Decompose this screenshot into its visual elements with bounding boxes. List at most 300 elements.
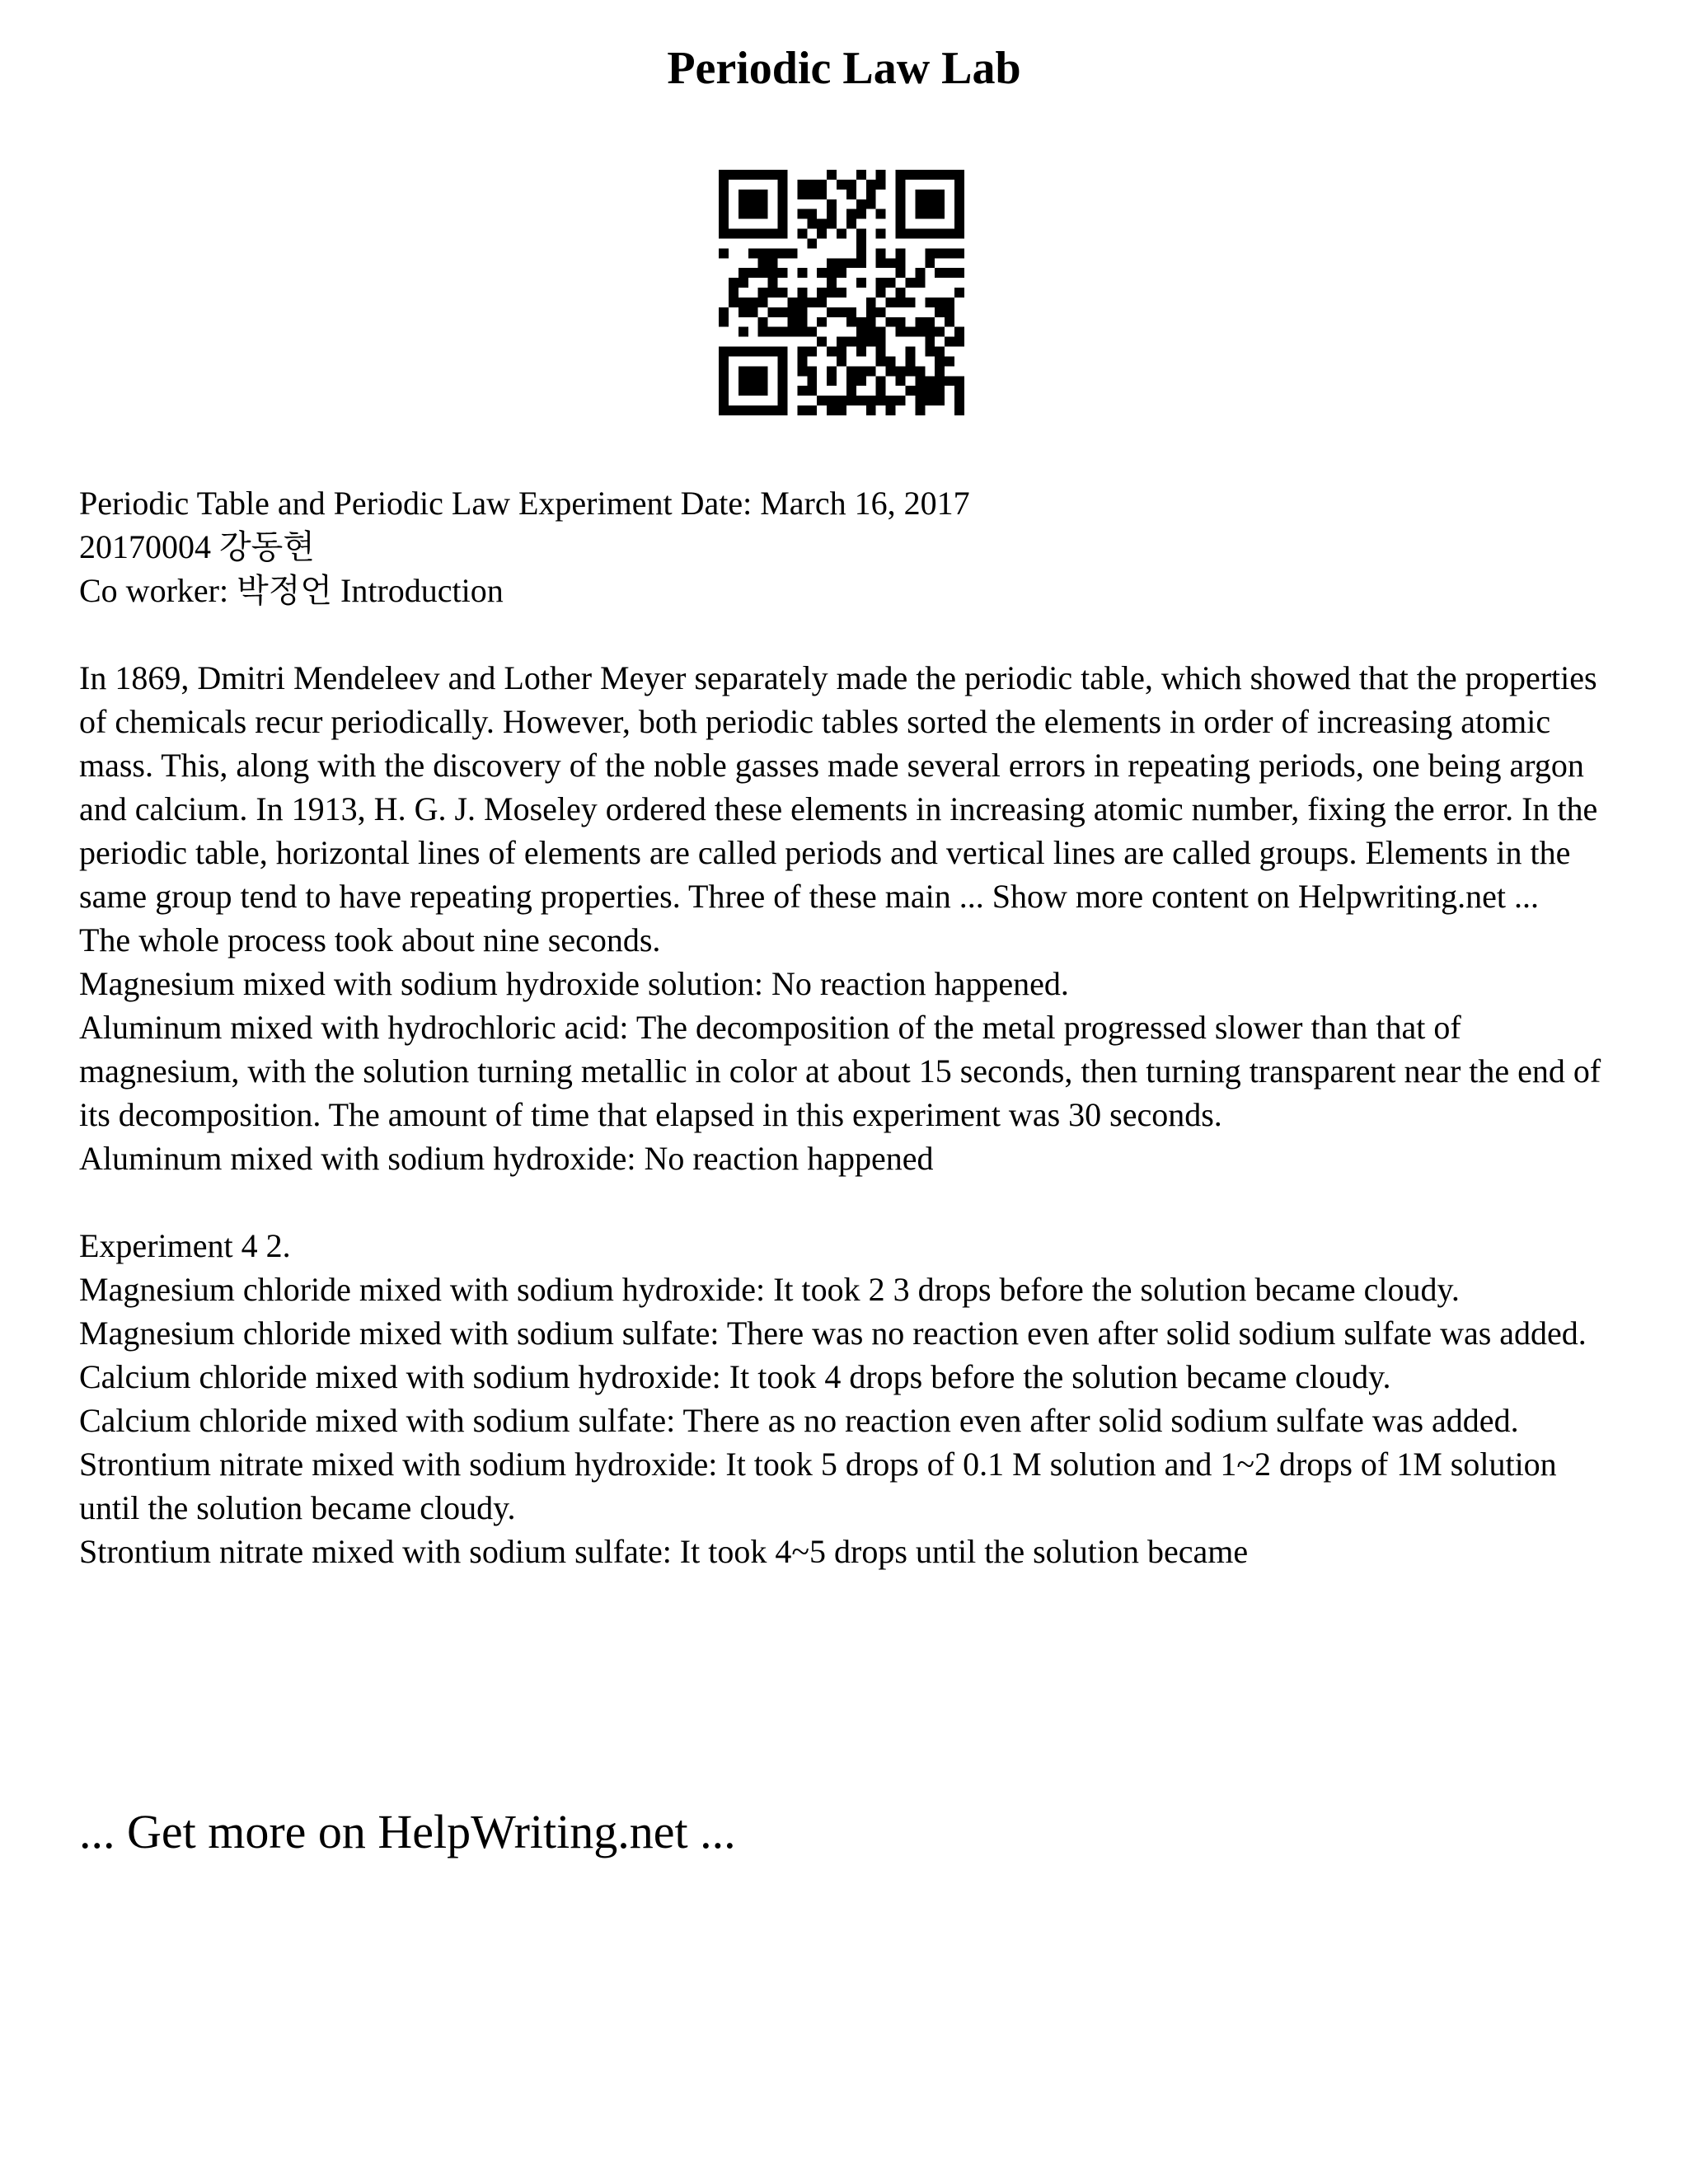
qr-module	[719, 356, 729, 366]
qr-module	[719, 366, 729, 376]
qr-module	[954, 209, 964, 219]
qr-module	[925, 396, 935, 405]
qr-module	[846, 190, 856, 199]
document-body	[79, 481, 1620, 1573]
qr-module	[729, 347, 738, 357]
qr-module	[925, 337, 935, 347]
qr-module	[748, 386, 758, 396]
qr-module	[758, 386, 768, 396]
qr-module	[719, 248, 729, 258]
qr-module	[807, 347, 817, 357]
qr-module	[856, 317, 866, 327]
qr-module	[827, 219, 837, 229]
qr-module	[876, 209, 886, 219]
qr-module	[768, 307, 778, 317]
qr-module	[945, 268, 954, 278]
qr-module	[915, 405, 925, 415]
qr-module	[719, 199, 729, 209]
qr-module	[896, 327, 906, 337]
qr-module	[866, 307, 876, 317]
qr-module	[807, 238, 817, 248]
qr-module	[778, 405, 788, 415]
qr-module	[827, 307, 837, 317]
qr-module	[778, 307, 788, 317]
qr-module	[817, 219, 827, 229]
qr-module	[807, 366, 817, 376]
qr-module	[778, 356, 788, 366]
qr-module	[935, 229, 945, 239]
qr-module	[846, 258, 856, 268]
qr-module	[778, 396, 788, 405]
qr-module	[738, 347, 748, 357]
qr-module	[807, 180, 817, 190]
qr-module	[797, 229, 807, 239]
qr-module	[925, 347, 935, 357]
qr-module	[935, 386, 945, 396]
observation-line: Magnesium mixed with sodium hydroxide solution: No reaction happened.	[79, 965, 1069, 1002]
qr-module	[896, 258, 906, 268]
qr-module	[915, 376, 925, 386]
qr-module	[935, 396, 945, 405]
qr-module	[876, 337, 886, 347]
qr-module	[866, 405, 876, 415]
qr-module	[896, 248, 906, 258]
qr-module	[846, 307, 856, 317]
qr-module	[797, 307, 807, 317]
qr-module	[925, 327, 935, 337]
qr-module	[935, 366, 945, 376]
qr-module	[758, 298, 768, 307]
qr-module	[954, 268, 964, 278]
qr-module	[915, 278, 925, 288]
qr-module	[758, 190, 768, 199]
qr-module	[738, 190, 748, 199]
qr-module	[758, 405, 768, 415]
qr-module	[866, 327, 876, 337]
qr-module	[945, 229, 954, 239]
qr-module	[886, 258, 896, 268]
qr-module	[738, 199, 748, 209]
qr-module	[778, 327, 788, 337]
qr-module	[797, 298, 807, 307]
qr-module	[866, 180, 876, 190]
qr-module	[778, 347, 788, 357]
qr-module	[876, 278, 886, 288]
qr-module	[886, 396, 896, 405]
qr-module	[945, 337, 954, 347]
qr-module	[856, 366, 866, 376]
qr-module	[797, 190, 807, 199]
qr-module	[827, 268, 837, 278]
qr-module	[748, 405, 758, 415]
qr-module	[787, 298, 797, 307]
qr-module	[856, 199, 866, 209]
qr-module	[837, 356, 846, 366]
qr-module	[748, 199, 758, 209]
qr-module	[807, 376, 817, 386]
qr-module	[876, 356, 886, 366]
qr-module	[778, 199, 788, 209]
qr-module	[778, 180, 788, 190]
qr-module	[738, 327, 748, 337]
qr-code-icon[interactable]	[719, 170, 964, 415]
qr-module	[945, 248, 954, 258]
qr-module	[748, 347, 758, 357]
qr-module	[935, 307, 945, 317]
qr-module	[778, 229, 788, 239]
qr-module	[905, 229, 915, 239]
qr-module	[797, 356, 807, 366]
qr-module	[905, 298, 915, 307]
qr-module	[817, 288, 827, 298]
qr-module	[876, 347, 886, 357]
qr-module	[856, 396, 866, 405]
qr-module	[758, 376, 768, 386]
qr-module	[748, 366, 758, 376]
qr-module	[719, 347, 729, 357]
qr-module	[954, 288, 964, 298]
observation-line: Aluminum mixed with hydrochloric acid: The decomposition of the metal progressed slower than that of magnesium, with the solution turning metallic in color at about 15 seconds, then turning transparent near the end of its decomposition. The amount of time that elapsed in this experiment was 30 seconds.	[79, 1009, 1610, 1133]
header-coworker-line: Co worker: 박정언 Introduction	[79, 572, 504, 609]
qr-module	[807, 190, 817, 199]
qr-module	[915, 268, 925, 278]
qr-module	[738, 386, 748, 396]
qr-module	[925, 386, 935, 396]
qr-module	[729, 170, 738, 180]
qr-module	[719, 180, 729, 190]
qr-module	[738, 170, 748, 180]
qr-module	[925, 170, 935, 180]
qr-module	[856, 170, 866, 180]
qr-module	[945, 376, 954, 386]
qr-module	[896, 209, 906, 219]
qr-module	[905, 366, 915, 376]
qr-module	[778, 190, 788, 199]
qr-module	[954, 376, 964, 386]
qr-module	[935, 298, 945, 307]
qr-module	[797, 386, 807, 396]
qr-module	[866, 337, 876, 347]
qr-module	[876, 288, 886, 298]
qr-module	[856, 278, 866, 288]
qr-module	[846, 180, 856, 190]
qr-module	[954, 248, 964, 258]
qr-module	[896, 229, 906, 239]
qr-module	[896, 288, 906, 298]
qr-module	[876, 307, 886, 317]
page-title: Periodic Law Lab	[667, 43, 1021, 94]
qr-module	[768, 258, 778, 268]
qr-module	[856, 229, 866, 239]
experiment-result-line: Calcium chloride mixed with sodium hydroxide: It took 4 drops before the solution became cloudy.	[79, 1358, 1391, 1395]
qr-module	[817, 268, 827, 278]
qr-module	[935, 268, 945, 278]
qr-module	[748, 376, 758, 386]
qr-module	[925, 298, 935, 307]
qr-module	[827, 278, 837, 288]
qr-module	[915, 327, 925, 337]
qr-module	[856, 376, 866, 386]
qr-module	[817, 317, 827, 327]
qr-module	[886, 405, 896, 415]
qr-module	[778, 170, 788, 180]
qr-module	[758, 258, 768, 268]
qr-module	[738, 366, 748, 376]
qr-module	[856, 238, 866, 248]
qr-module	[778, 376, 788, 386]
qr-module	[925, 317, 935, 327]
qr-module	[797, 347, 807, 357]
qr-code-graphic	[719, 170, 964, 415]
qr-module	[954, 229, 964, 239]
qr-module	[768, 347, 778, 357]
qr-module	[935, 347, 945, 357]
qr-module	[896, 298, 906, 307]
qr-module	[945, 317, 954, 327]
qr-module	[778, 386, 788, 396]
qr-module	[729, 288, 738, 298]
qr-module	[827, 366, 837, 376]
qr-module	[954, 180, 964, 190]
qr-module	[866, 298, 876, 307]
qr-module	[915, 190, 925, 199]
qr-module	[896, 199, 906, 209]
qr-module	[935, 190, 945, 199]
qr-module	[915, 199, 925, 209]
qr-module	[758, 347, 768, 357]
qr-module	[738, 278, 748, 288]
qr-module	[768, 288, 778, 298]
qr-module	[954, 327, 964, 337]
qr-module	[768, 268, 778, 278]
introduction-paragraph: In 1869, Dmitri Mendeleev and Lother Meyer separately made the periodic table, which showed that the properties of chemicals recur periodically. However, both periodic tables sorted the elements in order of increasing atomic mass. This, along with the discovery of the noble gasses made several errors in repeating periods, one being argon and calcium. In 1913, H. G. J. Moseley ordered these elements in increasing atomic number, fixing the error. In the periodic table, horizontal lines of elements are called periods and vertical lines are called groups. Elements in the same group tend to have repeating properties. Three of these main ... Show more content on Helpwriting.net ...	[79, 659, 1606, 915]
qr-module	[876, 248, 886, 258]
qr-module	[935, 199, 945, 209]
qr-module	[866, 317, 876, 327]
qr-module	[876, 229, 886, 239]
qr-module	[719, 317, 729, 327]
qr-module	[768, 278, 778, 288]
qr-module	[797, 327, 807, 337]
qr-module	[925, 199, 935, 209]
qr-module	[896, 268, 906, 278]
qr-module	[866, 190, 876, 199]
experiment-heading: Experiment 4 2.	[79, 1227, 291, 1264]
qr-module	[738, 376, 748, 386]
qr-module	[758, 268, 768, 278]
qr-module	[729, 298, 738, 307]
qr-module	[748, 248, 758, 258]
qr-module	[768, 405, 778, 415]
qr-module	[846, 396, 856, 405]
qr-module	[925, 258, 935, 268]
qr-module	[837, 229, 846, 239]
qr-module	[954, 396, 964, 405]
qr-module	[719, 170, 729, 180]
qr-module	[807, 386, 817, 396]
qr-module	[758, 366, 768, 376]
qr-module	[856, 248, 866, 258]
qr-module	[758, 170, 768, 180]
qr-module	[896, 219, 906, 229]
qr-module	[866, 396, 876, 405]
qr-module	[817, 180, 827, 190]
qr-module	[817, 229, 827, 239]
qr-module	[738, 229, 748, 239]
qr-module	[837, 307, 846, 317]
qr-module	[856, 258, 866, 268]
qr-module	[807, 219, 817, 229]
qr-module	[856, 347, 866, 357]
qr-module	[817, 190, 827, 199]
experiment-result-line: Calcium chloride mixed with sodium sulfate: There as no reaction even after solid sodium sulfate was added.	[79, 1402, 1519, 1439]
experiment-result-line: Magnesium chloride mixed with sodium sulfate: There was no reaction even after solid sodium sulfate was added.	[79, 1315, 1587, 1352]
qr-module	[925, 209, 935, 219]
qr-module	[856, 327, 866, 337]
qr-module	[886, 317, 896, 327]
get-more-link[interactable]: ... Get more on HelpWriting.net ...	[79, 1805, 736, 1858]
qr-module	[719, 307, 729, 317]
qr-module	[925, 376, 935, 386]
qr-module	[827, 347, 837, 357]
qr-module	[846, 209, 856, 219]
qr-module	[827, 170, 837, 180]
qr-module	[915, 209, 925, 219]
qr-module	[866, 199, 876, 209]
spacer	[79, 612, 1620, 656]
qr-module	[954, 190, 964, 199]
qr-module	[935, 376, 945, 386]
qr-module	[935, 209, 945, 219]
qr-module	[896, 366, 906, 376]
qr-module	[856, 209, 866, 219]
qr-module	[915, 229, 925, 239]
qr-module	[915, 366, 925, 376]
qr-module	[837, 180, 846, 190]
qr-module	[768, 327, 778, 337]
qr-module	[787, 317, 797, 327]
qr-module	[954, 170, 964, 180]
qr-module	[797, 268, 807, 278]
qr-module	[748, 190, 758, 199]
qr-module	[719, 229, 729, 239]
qr-module	[837, 268, 846, 278]
experiment-result-line: Strontium nitrate mixed with sodium hydroxide: It took 5 drops of 0.1 M solution and 1~2 drops of 1M solution until the solution became cloudy.	[79, 1446, 1565, 1526]
qr-module	[837, 288, 846, 298]
qr-module	[738, 209, 748, 219]
qr-module	[758, 229, 768, 239]
qr-module	[797, 405, 807, 415]
qr-module	[905, 327, 915, 337]
qr-module	[886, 356, 896, 366]
qr-module	[807, 327, 817, 337]
qr-module	[925, 248, 935, 258]
qr-module	[837, 337, 846, 347]
qr-module	[915, 317, 925, 327]
qr-module	[846, 366, 856, 376]
qr-module	[896, 317, 906, 327]
qr-module	[886, 278, 896, 288]
qr-module	[827, 396, 837, 405]
qr-module	[876, 386, 886, 396]
qr-module	[748, 209, 758, 219]
qr-module	[876, 170, 886, 180]
qr-module	[748, 307, 758, 317]
qr-module	[738, 268, 748, 278]
qr-module	[876, 376, 886, 386]
qr-module	[846, 337, 856, 347]
qr-module	[719, 219, 729, 229]
qr-module	[954, 219, 964, 229]
qr-module	[876, 327, 886, 337]
qr-module	[758, 248, 768, 258]
qr-module	[787, 307, 797, 317]
qr-module	[719, 190, 729, 199]
observation-line: Aluminum mixed with sodium hydroxide: No reaction happened	[79, 1140, 934, 1177]
qr-module	[768, 170, 778, 180]
qr-module	[797, 209, 807, 219]
qr-module	[778, 268, 788, 278]
qr-module	[768, 229, 778, 239]
qr-module	[935, 248, 945, 258]
qr-module	[738, 307, 748, 317]
qr-module	[915, 396, 925, 405]
qr-module	[905, 347, 915, 357]
qr-module	[797, 288, 807, 298]
qr-module	[758, 288, 768, 298]
header-student-line: 20170004 강동현	[79, 528, 315, 565]
qr-module	[945, 307, 954, 317]
qr-module	[778, 248, 788, 258]
qr-module	[778, 366, 788, 376]
qr-module	[729, 278, 738, 288]
qr-module	[945, 170, 954, 180]
qr-module	[807, 209, 817, 219]
qr-module	[886, 366, 896, 376]
qr-module	[738, 298, 748, 307]
observation-line: The whole process took about nine seconds.	[79, 921, 661, 958]
qr-module	[846, 317, 856, 327]
qr-module	[935, 356, 945, 366]
qr-module	[876, 396, 886, 405]
qr-module	[758, 327, 768, 337]
qr-module	[778, 219, 788, 229]
qr-module	[729, 405, 738, 415]
qr-module	[719, 209, 729, 219]
qr-module	[896, 376, 906, 386]
qr-module	[719, 396, 729, 405]
qr-module	[846, 219, 856, 229]
qr-module	[807, 298, 817, 307]
qr-module	[758, 317, 768, 327]
qr-module	[915, 386, 925, 396]
qr-module	[837, 396, 846, 405]
qr-module	[797, 317, 807, 327]
qr-module	[945, 356, 954, 366]
header-date-line: Periodic Table and Periodic Law Experiment Date: March 16, 2017	[79, 485, 970, 522]
qr-module	[827, 209, 837, 219]
qr-module	[837, 405, 846, 415]
qr-module	[748, 229, 758, 239]
qr-module	[945, 298, 954, 307]
qr-module	[768, 248, 778, 258]
qr-module	[905, 386, 915, 396]
qr-module	[846, 386, 856, 396]
qr-module	[905, 170, 915, 180]
qr-module	[905, 356, 915, 366]
qr-module	[905, 278, 915, 288]
qr-module	[827, 376, 837, 386]
